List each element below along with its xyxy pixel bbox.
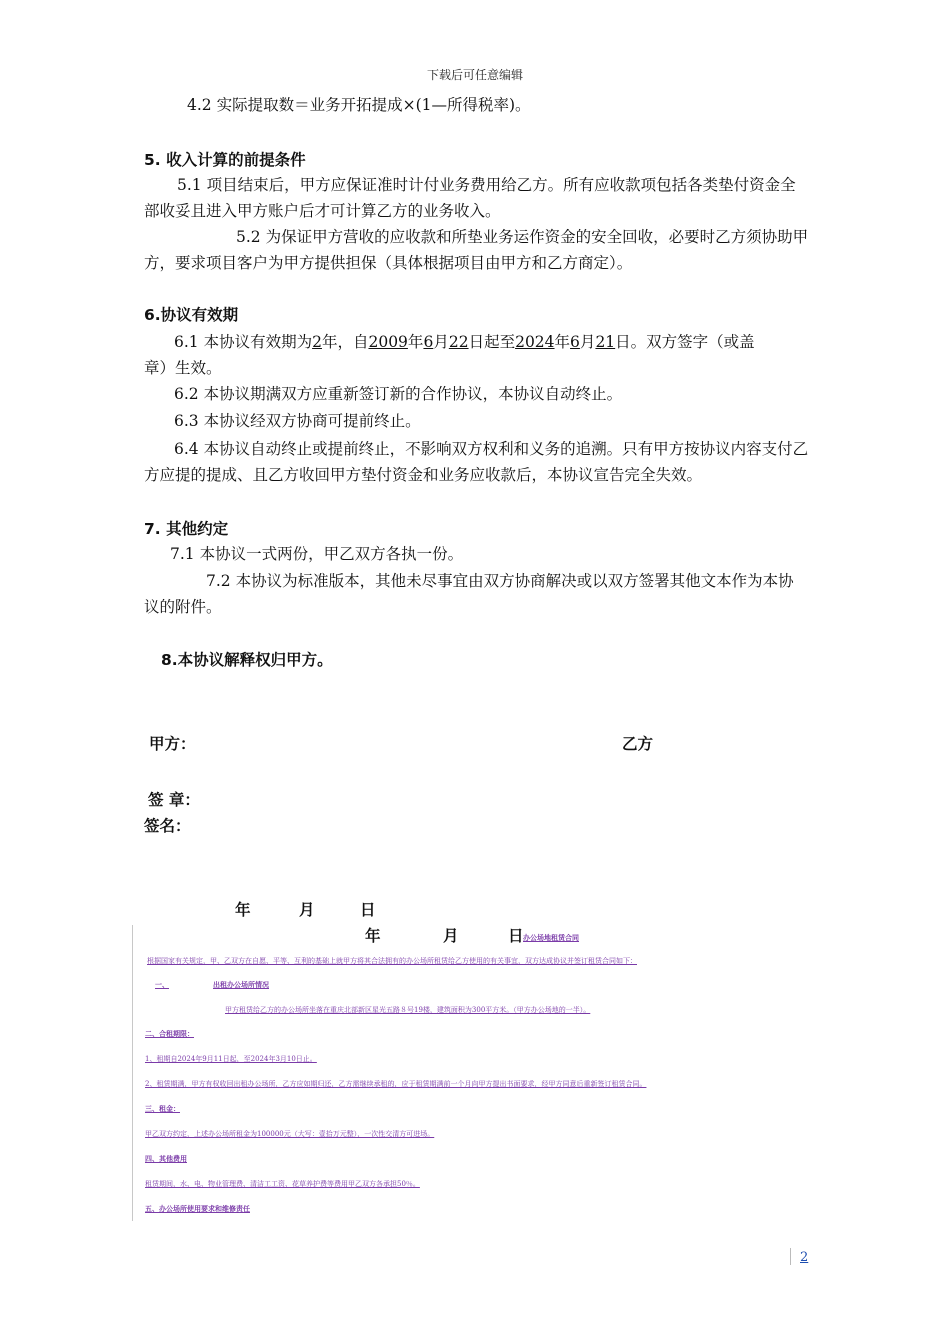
embedded-s3-text: 甲乙双方约定，上述办公场所租金为100000元（大写：壹拾万元整），一次性交清方可进场。 bbox=[145, 1130, 435, 1138]
section-6-title: 6.协议有效期 bbox=[144, 306, 239, 324]
term-years: 2 bbox=[312, 333, 322, 351]
clause-5-1: 5.1 项目结束后，甲方应保证准时计付业务费用给乙方。所有应收款项包括各类垫付资金全部收妥且进入甲方账户后才可计算乙方的业务收入。 bbox=[144, 176, 796, 220]
section-5-title: 5. 收入计算的前提条件 bbox=[144, 151, 306, 169]
embedded-s4-title: 四、其他费用 bbox=[145, 1154, 187, 1163]
embedded-s2-1: 1、租期自2024年9月11日起，至2024年3月10日止。 bbox=[145, 1055, 317, 1063]
embedded-s3-title: 三、租金： bbox=[145, 1104, 180, 1113]
embedded-lease-contract bbox=[132, 925, 813, 1221]
date-month-b: 月 bbox=[443, 927, 459, 945]
end-month: 6 bbox=[570, 333, 580, 351]
clause-7-2: 7.2 本协议为标准版本，其他未尽事宜由双方协商解决或以双方签署其他文本作为本协议的附件。 bbox=[144, 572, 794, 616]
embedded-s2-title: 二、合租期限： bbox=[145, 1029, 194, 1038]
start-month: 6 bbox=[423, 333, 434, 351]
clause-6-4: 6.4 本协议自动终止或提前终止，不影响双方权利和义务的追溯。只有甲方按协议内容支付乙方应提的提成、且乙方收回甲方垫付资金和业务应收款后，本协议宣告完全失效。 bbox=[144, 440, 809, 484]
clause-6-2: 6.2 本协议期满双方应重新签订新的合作协议，本协议自动终止。 bbox=[174, 385, 623, 403]
embedded-s4-text: 租赁期间，水、电、物业管理费、清洁工工资、花草养护费等费用甲乙双方各承担50％。 bbox=[145, 1180, 420, 1188]
embedded-s1-num: 一、 bbox=[155, 980, 169, 989]
end-day: 21 bbox=[595, 333, 616, 351]
party-b-label: 乙方 bbox=[622, 735, 654, 753]
page-number-divider bbox=[790, 1248, 791, 1265]
embedded-intro: 根据国家有关规定，甲、乙双方在自愿、平等、互利的基础上就甲方将其合法拥有的办公场所租赁给乙方使用的有关事宜，双方达成协议并签订租赁合同如下： bbox=[147, 957, 637, 965]
clause-6-1: 6.1 本协议有效期为2年，自2009年6月22日起至2024年6月21日。双方签字（或盖 bbox=[174, 333, 755, 351]
clause-4-2: 4.2 实际提取数＝业务开拓提成×(1—所得税率)。 bbox=[187, 96, 531, 114]
date-month-a: 月 bbox=[299, 901, 315, 919]
page-number: 2 bbox=[800, 1250, 809, 1265]
embedded-title: 办公场地租赁合同 bbox=[523, 933, 579, 942]
clause-5-2: 5.2 为保证甲方营收的应收款和所垫业务运作资金的安全回收，必要时乙方须协助甲方，要求项目客户为甲方提供担保（具体根据项目由甲方和乙方商定）。 bbox=[144, 228, 809, 272]
page-header: 下载后可任意编辑 bbox=[426, 68, 523, 82]
date-day-b: 日 bbox=[508, 927, 524, 945]
signature-label: 签名： bbox=[144, 817, 191, 835]
date-year-a: 年 bbox=[235, 901, 251, 919]
embedded-s1-title: 出租办公场所情况 bbox=[213, 980, 269, 989]
section-8: 8.本协议解释权归甲方。 bbox=[161, 651, 333, 669]
end-year: 2024 bbox=[515, 333, 555, 351]
section-7-title: 7. 其他约定 bbox=[144, 520, 229, 538]
embedded-s1-text: 甲方租赁给乙方的办公场所坐落在重庆北部新区星光五路８号19楼，建筑面积为300平方米。（甲方办公场地的一半）。 bbox=[225, 1006, 591, 1014]
embedded-s2-2: 2、租赁期满，甲方有权收回出租办公场所，乙方应如期归还，乙方需继续承租的，应于租赁期满前一个月向甲方提出书面要求，经甲方同意后重新签订租赁合同。 bbox=[145, 1080, 647, 1088]
start-day: 22 bbox=[448, 333, 469, 351]
clause-6-3: 6.3 本协议经双方协商可提前终止。 bbox=[174, 412, 421, 430]
clause-7-1: 7.1 本协议一式两份，甲乙双方各执一份。 bbox=[170, 545, 464, 563]
date-day-a: 日 bbox=[360, 901, 376, 919]
date-year-b: 年 bbox=[365, 927, 381, 945]
embedded-s5-title: 五、办公场所使用要求和维修责任 bbox=[145, 1204, 250, 1213]
start-year: 2009 bbox=[368, 333, 408, 351]
party-a-label: 甲方： bbox=[149, 735, 196, 753]
seal-label: 签 章： bbox=[148, 791, 200, 809]
clause-6-1-cont: 章）生效。 bbox=[144, 359, 222, 377]
